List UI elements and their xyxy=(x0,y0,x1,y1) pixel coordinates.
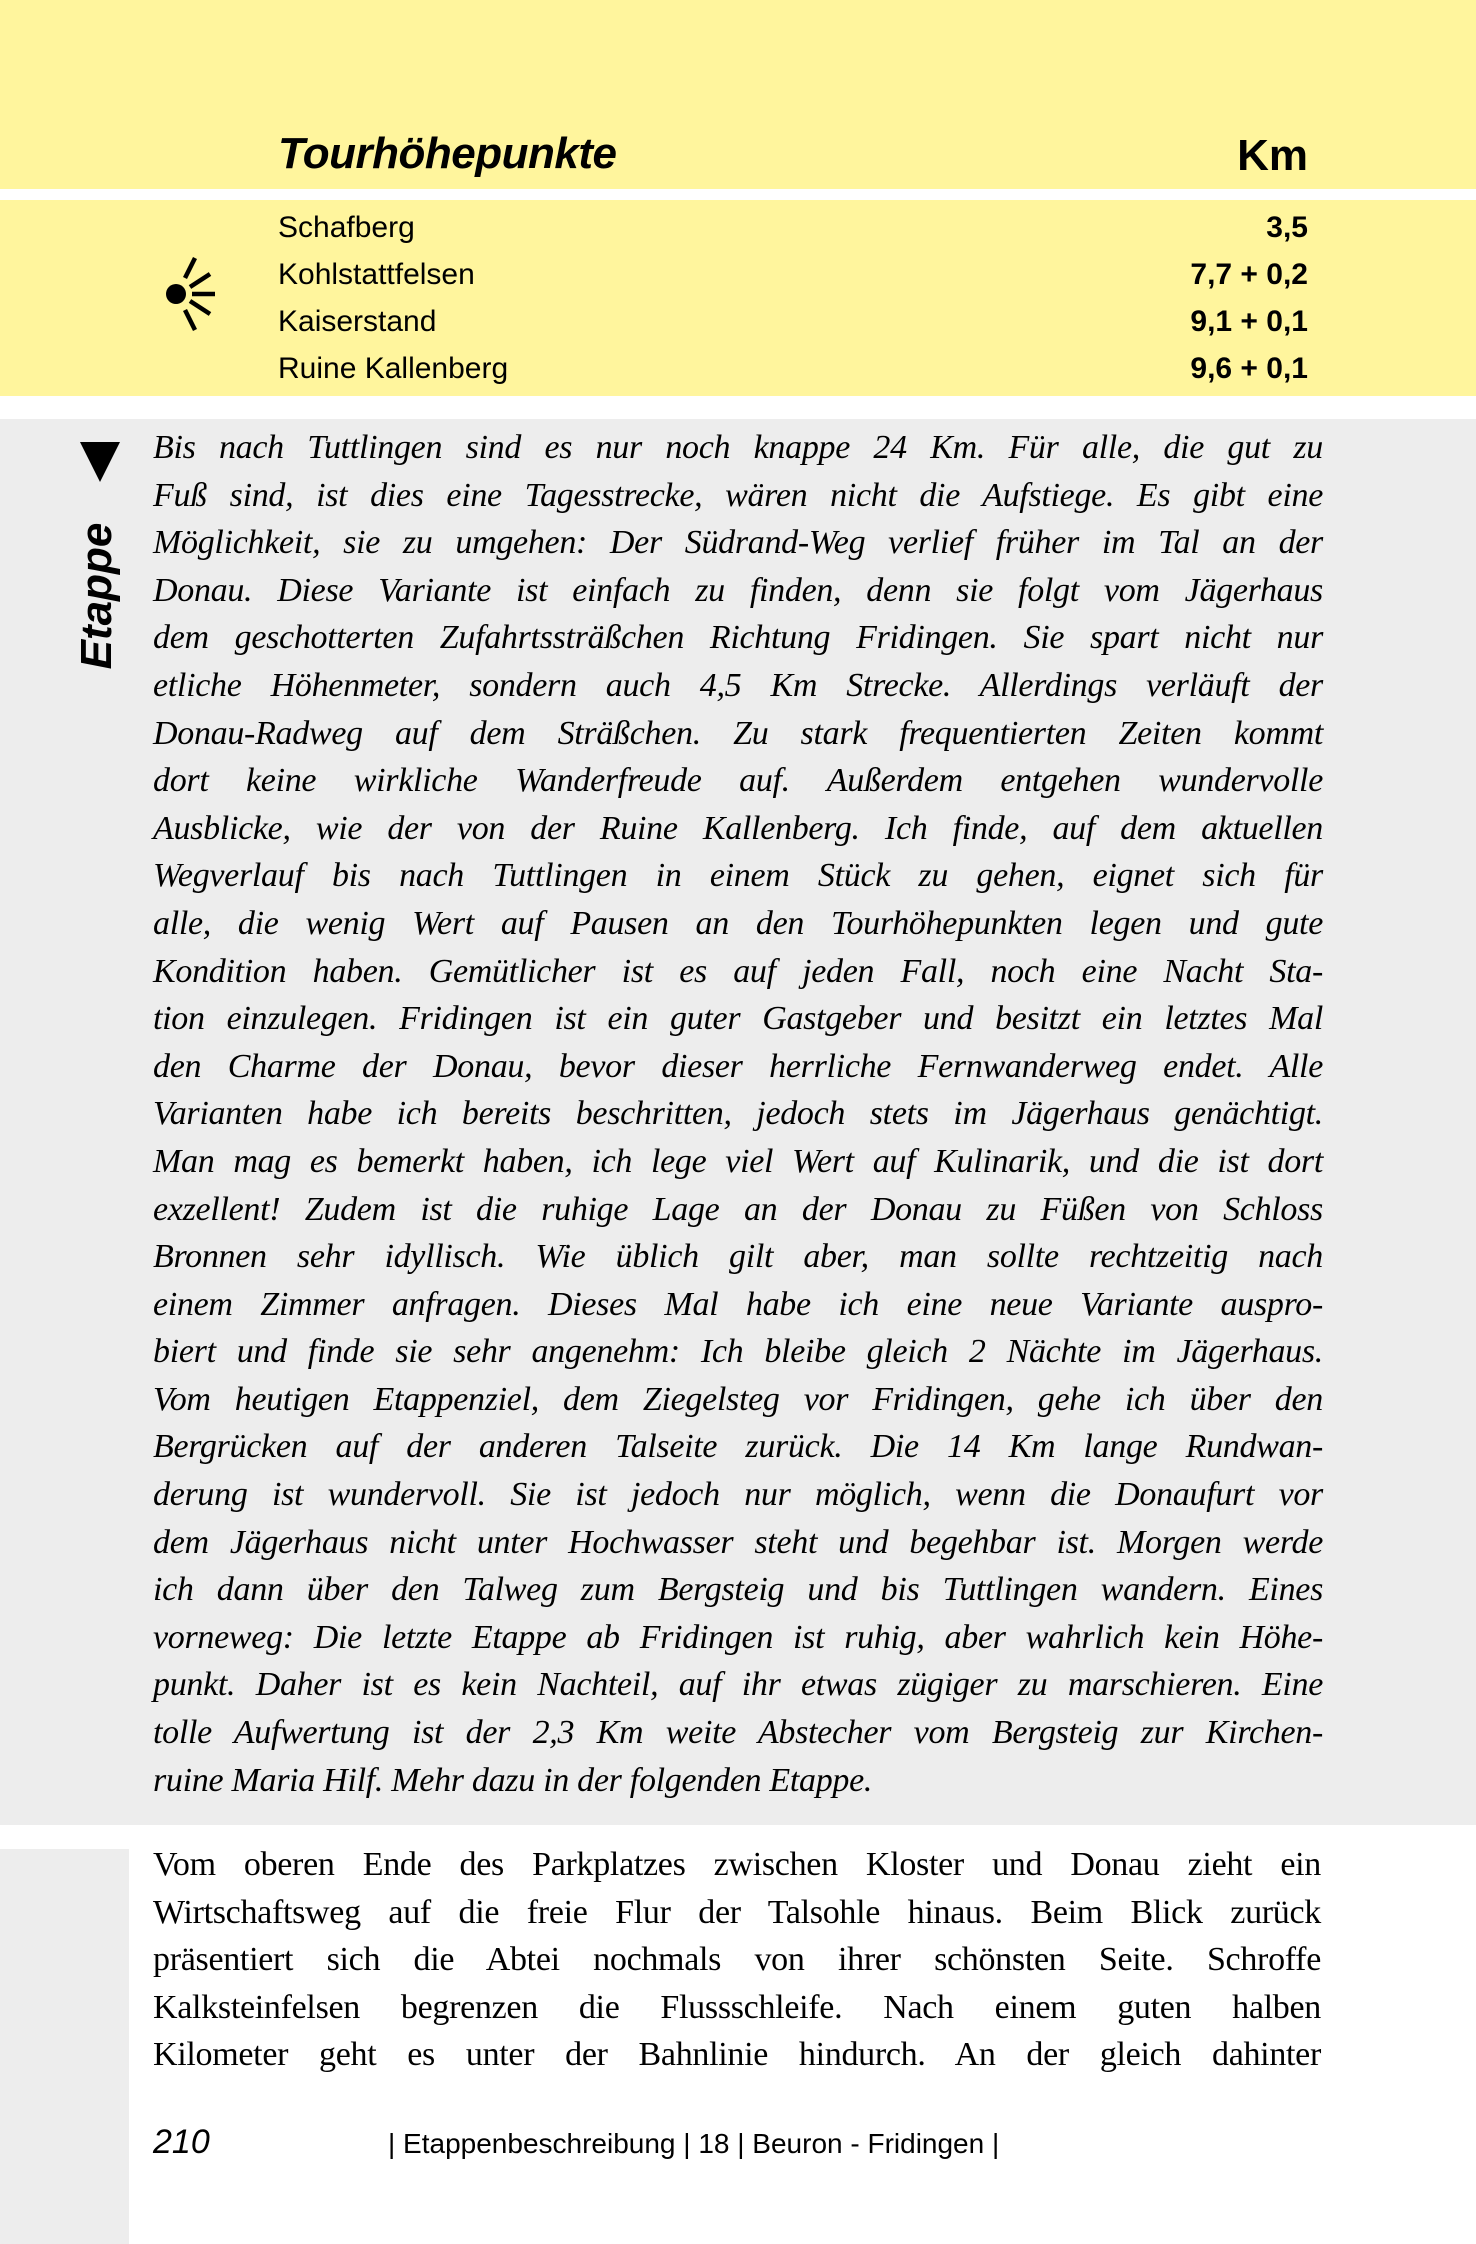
highlight-row xyxy=(278,204,1308,251)
text-line: Möglichkeit, sie zu umgehen: Der Südrand-Weg verlief früher im Tal an der xyxy=(153,524,1323,562)
text-line: präsentiert sich die Abtei nochmals von ihrer schönsten Seite. Schroffe xyxy=(153,1941,1321,1979)
highlight-row xyxy=(278,345,1308,392)
highlight-name: Schafberg xyxy=(278,211,415,244)
text-line: Bis nach Tuttlingen sind es nur noch knappe 24 Km. Für alle, die gut zu xyxy=(153,429,1323,466)
highlight-row xyxy=(278,251,1308,298)
text-line: Donau-Radweg auf dem Sträßchen. Zu stark frequentierten Zeiten kommt xyxy=(153,714,1323,752)
text-line: Bergrücken auf der anderen Talseite zurück. Die 14 Km lange Rundwan- xyxy=(153,1428,1323,1466)
running-footer: | Etappenbeschreibung | 18 | Beuron - Fridingen | xyxy=(388,2128,1000,2159)
text-line: derung ist wundervoll. Sie ist jedoch nur möglich, wenn die Donaufurt vor xyxy=(153,1476,1323,1514)
text-line: tolle Aufwertung ist der 2,3 Km weite Abstecher vom Bergsteig zur Kirchen- xyxy=(153,1714,1323,1752)
text-line: Kilometer geht es unter der Bahnlinie hindurch. An der gleich dahinter xyxy=(153,2036,1321,2074)
text-line: dem Jägerhaus nicht unter Hochwasser steht und begehbar ist. Morgen werde xyxy=(153,1523,1323,1561)
text-line: einem Zimmer anfragen. Dieses Mal habe ich eine neue Variante auspro- xyxy=(153,1285,1323,1323)
text-line: Varianten habe ich bereits beschritten, jedoch stets im Jägerhaus genächtigt. xyxy=(153,1095,1323,1133)
text-line: ruine Maria Hilf. Mehr dazu in der folgenden Etappe. xyxy=(153,1761,873,1799)
text-line: alle, die wenig Wert auf Pausen an den Tourhöhepunkten legen und gute xyxy=(153,904,1323,942)
text-line: Kalksteinfelsen begrenzen die Flussschleife. Nach einem guten halben xyxy=(153,1988,1321,2026)
stage-intro-text xyxy=(153,424,1323,1804)
text-line: Wegverlauf bis nach Tuttlingen in einem Stück zu gehen, eignet sich für xyxy=(153,857,1323,895)
text-line: vorneweg: Die letzte Etappe ab Fridingen ist ruhig, aber wahrlich kein Höhe- xyxy=(153,1618,1323,1656)
highlight-km: 9,6 + 0,1 xyxy=(1190,352,1308,385)
highlight-km: 7,7 + 0,2 xyxy=(1190,258,1308,291)
text-line: punkt. Daher ist es kein Nachteil, auf ihr etwas zügiger zu marschieren. Eine xyxy=(153,1666,1323,1704)
text-line: Wirtschaftsweg auf die freie Flur der Talsohle hinaus. Beim Blick zurück xyxy=(153,1893,1321,1931)
text-line: Man mag es bemerkt haben, ich lege viel Wert auf Kulinarik, und die ist dort xyxy=(153,1142,1323,1180)
highlights-km-header: Km xyxy=(1237,131,1308,180)
highlight-name: Kaiserstand xyxy=(278,305,437,338)
text-line: exzellent! Zudem ist die ruhige Lage an der Donau zu Füßen von Schloss xyxy=(153,1190,1323,1228)
stage-label: Etappe xyxy=(72,522,121,670)
highlight-km: 3,5 xyxy=(1266,211,1308,244)
highlight-name: Ruine Kallenberg xyxy=(278,352,509,385)
text-line: Fuß sind, ist dies eine Tagesstrecke, wären nicht die Aufstiege. Es gibt eine xyxy=(153,476,1323,514)
highlight-row xyxy=(278,298,1308,345)
highlight-name: Kohlstattfelsen xyxy=(278,258,475,291)
text-line: den Charme der Donau, bevor dieser herrliche Fernwanderweg endet. Alle xyxy=(153,1047,1323,1085)
highlights-title: Tourhöhepunkte xyxy=(278,129,617,178)
highlight-km: 9,1 + 0,1 xyxy=(1190,305,1308,338)
text-line: Vom oberen Ende des Parkplatzes zwischen Kloster und Donau zieht ein xyxy=(153,1846,1321,1883)
text-line: Kondition haben. Gemütlicher ist es auf jeden Fall, noch eine Nacht Sta- xyxy=(153,952,1323,990)
sunrise-icon xyxy=(160,254,230,340)
text-line: tion einzulegen. Fridingen ist ein guter Gastgeber und besitzt ein letztes Mal xyxy=(153,1000,1323,1038)
route-description-text xyxy=(153,1841,1321,2079)
text-line: dort keine wirkliche Wanderfreude auf. Außerdem entgehen wundervolle xyxy=(153,762,1323,800)
text-line: etliche Höhenmeter, sondern auch 4,5 Km Strecke. Allerdings verläuft der xyxy=(153,666,1323,704)
margin-strip xyxy=(0,1849,129,2244)
text-line: Ausblicke, wie der von der Ruine Kallenberg. Ich finde, auf dem aktuellen xyxy=(153,809,1323,847)
text-line: Donau. Diese Variante ist einfach zu finden, denn sie folgt vom Jägerhaus xyxy=(153,571,1323,609)
text-line: biert und finde sie sehr angenehm: Ich bleibe gleich 2 Nächte im Jägerhaus. xyxy=(153,1333,1323,1371)
page-number: 210 xyxy=(153,2123,210,2161)
text-line: Vom heutigen Etappenziel, dem Ziegelsteg vor Fridingen, gehe ich über den xyxy=(153,1380,1323,1418)
highlights-list xyxy=(278,204,1308,392)
text-line: ich dann über den Talweg zum Bergsteig und bis Tuttlingen wandern. Eines xyxy=(153,1571,1323,1609)
text-line: Bronnen sehr idyllisch. Wie üblich gilt aber, man sollte rechtzeitig nach xyxy=(153,1238,1323,1276)
triangle-down-icon xyxy=(80,442,120,482)
text-line: dem geschotterten Zufahrtssträßchen Richtung Fridingen. Sie spart nicht nur xyxy=(153,619,1323,657)
